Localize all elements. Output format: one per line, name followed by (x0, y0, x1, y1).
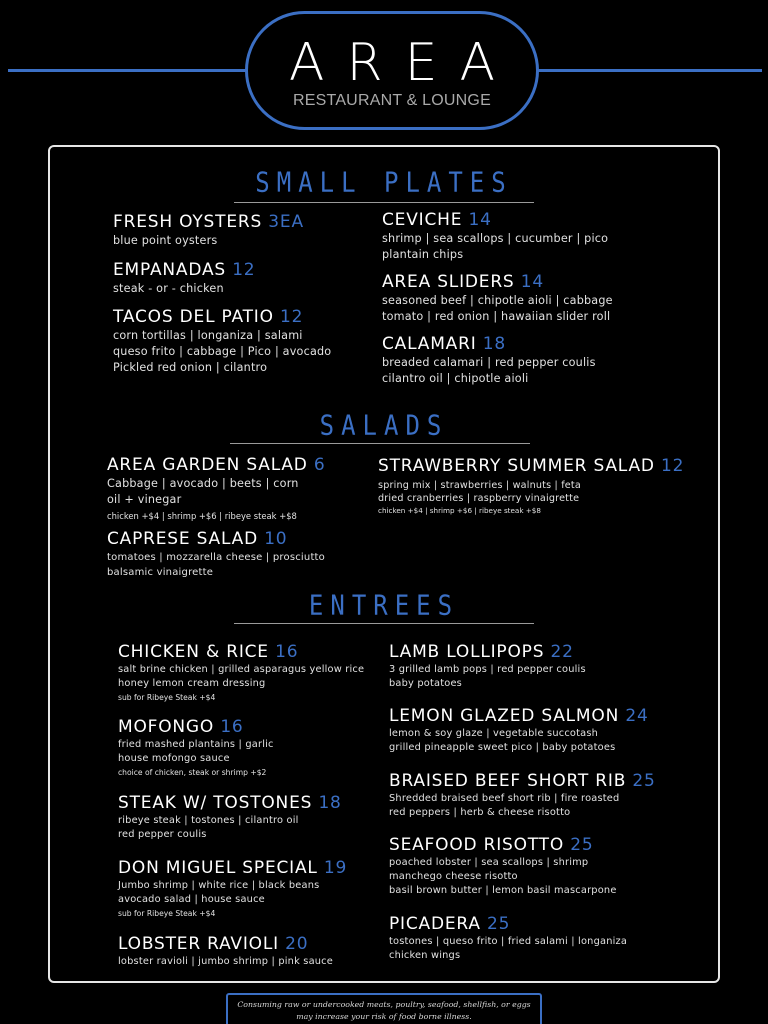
item-description: red peppers | herb & cheese risotto (389, 807, 571, 818)
menu-item-strawberry-summer-salad (378, 456, 684, 516)
item-description: cilantro oil | chipotle aioli (382, 372, 529, 385)
item-price: 12 (661, 456, 685, 476)
item-description: oil + vinegar (107, 493, 182, 506)
menu-item-ceviche (382, 210, 608, 263)
item-description: tostones | queso frito | fried salami | longaniza (389, 936, 628, 947)
item-name: LOBSTER RAVIOLI (118, 934, 279, 954)
item-description: baby potatoes (389, 678, 462, 689)
item-description: lemon & soy glaze | vegetable succotash (389, 728, 599, 739)
item-price: 19 (323, 858, 348, 878)
section-title-salads: SALADS (319, 409, 449, 442)
menu-item-empanadas (113, 260, 255, 297)
item-description: ribeye steak | tostones | cilantro oil (118, 815, 299, 826)
item-price: 18 (318, 793, 342, 813)
item-note: sub for Ribeye Steak +$4 (118, 909, 216, 918)
section-rule-entrees (234, 623, 534, 624)
item-price: 22 (550, 642, 574, 662)
item-description: chicken wings (389, 950, 461, 961)
item-price: 16 (275, 642, 299, 662)
menu-item-lamb-lollipops (389, 642, 586, 691)
menu-item-area-garden-salad (107, 455, 326, 525)
item-note: chicken +$4 | shrimp +$6 | ribeye steak +$8 (107, 511, 297, 521)
food-safety-disclaimer (226, 993, 542, 1024)
item-description: steak - or - chicken (113, 282, 224, 295)
item-description: shrimp | sea scallops | cucumber | pico (382, 232, 609, 245)
item-description: salt brine chicken | grilled asparagus yellow rice (118, 664, 365, 675)
item-price: 25 (570, 835, 594, 855)
item-description: tomato | red onion | hawaiian slider roll (382, 310, 611, 323)
menu-item-seafood-risotto (389, 835, 617, 898)
item-description: Shredded braised beef short rib | fire roasted (389, 793, 620, 804)
section-title-entrees: ENTREES (308, 589, 460, 622)
item-description: manchego cheese risotto (389, 871, 518, 882)
item-note: choice of chicken, steak or shrimp +$2 (118, 768, 267, 777)
item-price: 24 (625, 706, 649, 726)
item-description: poached lobster | sea scallops | shrimp (389, 857, 589, 868)
item-name: LEMON GLAZED SALMON (389, 706, 620, 726)
item-name: PICADERA (389, 914, 481, 934)
item-name: TACOS DEL PATIO (113, 307, 274, 327)
logo-subtitle: RESTAURANT & LOUNGE (293, 92, 491, 109)
item-name: AREA GARDEN SALAD (107, 455, 308, 475)
item-price: 20 (285, 934, 309, 954)
item-description: spring mix | strawberries | walnuts | feta (378, 480, 581, 491)
section-title-small-plates: SMALL PLATES (255, 166, 513, 199)
item-description: red pepper coulis (118, 829, 207, 840)
item-price: 12 (280, 307, 304, 327)
item-description: tomatoes | mozzarella cheese | prosciutto (107, 552, 325, 563)
menu-item-mofongo (118, 717, 274, 779)
menu-item-caprese-salad (107, 529, 325, 580)
item-note: sub for Ribeye Steak +$4 (118, 693, 216, 702)
item-price: 25 (632, 771, 656, 791)
section-rule-small-plates (234, 202, 534, 203)
item-description: blue point oysters (113, 234, 218, 247)
item-price: 6 (313, 455, 326, 475)
item-name: EMPANADAS (113, 260, 226, 280)
menu-item-chicken-rice (118, 642, 364, 704)
restaurant-logo (245, 11, 539, 130)
item-price: 12 (232, 260, 256, 280)
item-name: BRAISED BEEF SHORT RIB (389, 771, 627, 791)
item-price: 10 (264, 529, 288, 549)
disclaimer-line-1: Consuming raw or undercooked meats, poultry, seafood, shellfish, or eggs (237, 1000, 531, 1009)
item-description: breaded calamari | red pepper coulis (382, 356, 596, 369)
item-description: corn tortillas | longaniza | salami (113, 329, 303, 342)
item-description: Jumbo shrimp | white rice | black beans (118, 880, 320, 891)
menu-item-fresh-oysters (113, 212, 304, 249)
item-note: chicken +$4 | shrimp +$6 | ribeye steak +$8 (378, 506, 541, 515)
item-description: Pickled red onion | cilantro (113, 361, 268, 374)
header-rule-left (8, 69, 248, 72)
item-name: SEAFOOD RISOTTO (389, 835, 565, 855)
item-price: 18 (482, 334, 506, 354)
item-name: MOFONGO (118, 717, 215, 737)
header-rule-right (538, 69, 762, 72)
logo-title: AREA (288, 33, 518, 93)
item-description: dried cranberries | raspberry vinaigrette (378, 493, 580, 504)
menu-item-steak-tostones (118, 793, 342, 842)
menu-item-don-miguel-special (118, 858, 347, 920)
item-description: Cabbage | avocado | beets | corn (107, 477, 299, 490)
menu-item-calamari (382, 334, 596, 387)
section-rule-salads (230, 443, 530, 444)
item-description: lobster ravioli | jumbo shrimp | pink sauce (118, 956, 333, 967)
item-name: STEAK W/ TOSTONES (118, 793, 313, 813)
item-description: basil brown butter | lemon basil mascarpone (389, 885, 617, 896)
item-name: FRESH OYSTERS (113, 212, 263, 232)
item-description: balsamic vinaigrette (107, 567, 214, 578)
item-description: 3 grilled lamb pops | red pepper coulis (389, 664, 586, 675)
menu-item-braised-beef-short-rib (389, 771, 656, 820)
menu-item-picadera (389, 914, 627, 963)
menu-item-tacos-del-patio (113, 307, 331, 376)
item-description: fried mashed plantains | garlic (118, 739, 274, 750)
item-description: house mofongo sauce (118, 753, 230, 764)
item-price: 3EA (268, 212, 304, 232)
item-description: grilled pineapple sweet pico | baby potatoes (389, 742, 616, 753)
item-price: 14 (520, 272, 544, 292)
item-price: 16 (220, 717, 244, 737)
item-description: honey lemon cream dressing (118, 678, 266, 689)
item-name: CHICKEN & RICE (118, 642, 269, 662)
item-name: CEVICHE (382, 210, 463, 230)
item-price: 14 (468, 210, 492, 230)
item-description: plantain chips (382, 248, 464, 261)
item-name: DON MIGUEL SPECIAL (118, 858, 318, 878)
item-name: AREA SLIDERS (382, 272, 515, 292)
menu-item-lemon-glazed-salmon (389, 706, 649, 755)
menu-item-lobster-ravioli (118, 934, 333, 969)
item-description: seasoned beef | chipotle aioli | cabbage (382, 294, 613, 307)
item-name: CALAMARI (382, 334, 477, 354)
item-description: avocado salad | house sauce (118, 894, 265, 905)
disclaimer-line-2: may increase your risk of food borne illness. (296, 1012, 472, 1021)
item-description: queso frito | cabbage | Pico | avocado (113, 345, 332, 358)
menu-item-area-sliders (382, 272, 613, 325)
item-price: 25 (486, 914, 511, 934)
item-name: LAMB LOLLIPOPS (389, 642, 545, 662)
item-name: CAPRESE SALAD (107, 529, 258, 549)
item-name: STRAWBERRY SUMMER SALAD (378, 456, 655, 476)
